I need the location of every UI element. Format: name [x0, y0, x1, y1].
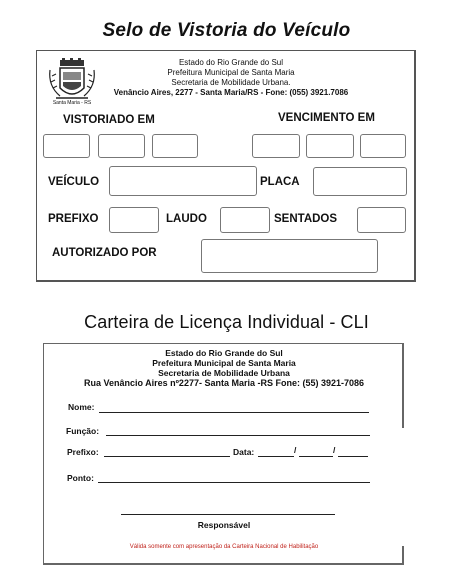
vistoriado-year-box[interactable] — [152, 134, 198, 158]
placa-box[interactable] — [313, 167, 407, 196]
license-header-prefecture: Prefeitura Municipal de Santa Maria — [152, 358, 296, 368]
label-vistoriado: VISTORIADO EM — [63, 114, 155, 126]
field-label-ponto: Ponto: — [67, 473, 94, 483]
nome-line[interactable] — [99, 412, 369, 413]
vistoriado-day-box[interactable] — [43, 134, 90, 158]
field-label-funcao: Função: — [66, 426, 100, 436]
sentados-box[interactable] — [357, 207, 406, 233]
header-secretariat: Secretaria de Mobilidade Urbana. — [171, 78, 291, 87]
data-day-line[interactable] — [258, 456, 294, 457]
seal-title: Selo de Vistoria do Veículo — [102, 20, 351, 41]
label-veiculo: VEÍCULO — [48, 176, 100, 188]
ponto-line[interactable] — [98, 482, 370, 483]
data-year-line[interactable] — [338, 456, 368, 457]
date-separator-1: / — [294, 445, 297, 455]
seal-header — [104, 58, 358, 98]
data-month-line[interactable] — [299, 456, 333, 457]
field-label-prefixo: Prefixo: — [67, 447, 99, 457]
label-sentados: SENTADOS — [274, 213, 338, 225]
vistoriado-month-box[interactable] — [98, 134, 145, 158]
label-prefixo: PREFIXO — [48, 213, 99, 225]
label-vencimento: VENCIMENTO EM — [278, 112, 375, 124]
funcao-line[interactable] — [106, 435, 370, 436]
vencimento-month-box[interactable] — [306, 134, 354, 158]
field-label-nome: Nome: — [68, 402, 95, 412]
field-label-data: Data: — [233, 447, 255, 457]
laudo-box[interactable] — [220, 207, 270, 233]
validity-note: Válida somente com apresentação da Carteira Nacional de Habilitação — [129, 544, 319, 550]
header-address: Venâncio Aires, 2277 - Santa Maria/RS - Fone: (055) 3921.7086 — [113, 88, 349, 97]
prefixo-box[interactable] — [109, 207, 159, 233]
crest-caption: Santa Maria - RS — [52, 100, 92, 106]
date-separator-2: / — [333, 445, 336, 455]
signature-line[interactable] — [121, 514, 335, 515]
header-prefecture: Prefeitura Municipal de Santa Maria — [167, 68, 295, 77]
license-header-state: Estado do Rio Grande do Sul — [165, 348, 283, 358]
prefixo-line[interactable] — [104, 456, 230, 457]
header-state: Estado do Rio Grande do Sul — [178, 58, 284, 67]
veiculo-box[interactable] — [109, 166, 257, 196]
license-header-address: Rua Venâncio Aires nº2277- Santa Maria -RS Fone: (55) 3921-7086 — [83, 378, 365, 388]
autorizado-box[interactable] — [201, 239, 378, 273]
license-header — [44, 348, 404, 388]
vencimento-day-box[interactable] — [252, 134, 300, 158]
label-autorizado: AUTORIZADO POR — [52, 247, 157, 259]
vencimento-year-box[interactable] — [360, 134, 406, 158]
signature-label: Responsável — [197, 520, 251, 530]
border-gap — [402, 428, 406, 546]
label-placa: PLACA — [260, 176, 300, 188]
license-header-secretariat: Secretaria de Mobilidade Urbana — [158, 368, 290, 378]
label-laudo: LAUDO — [166, 213, 207, 225]
license-title: Carteira de Licença Individual - CLI — [84, 312, 369, 332]
